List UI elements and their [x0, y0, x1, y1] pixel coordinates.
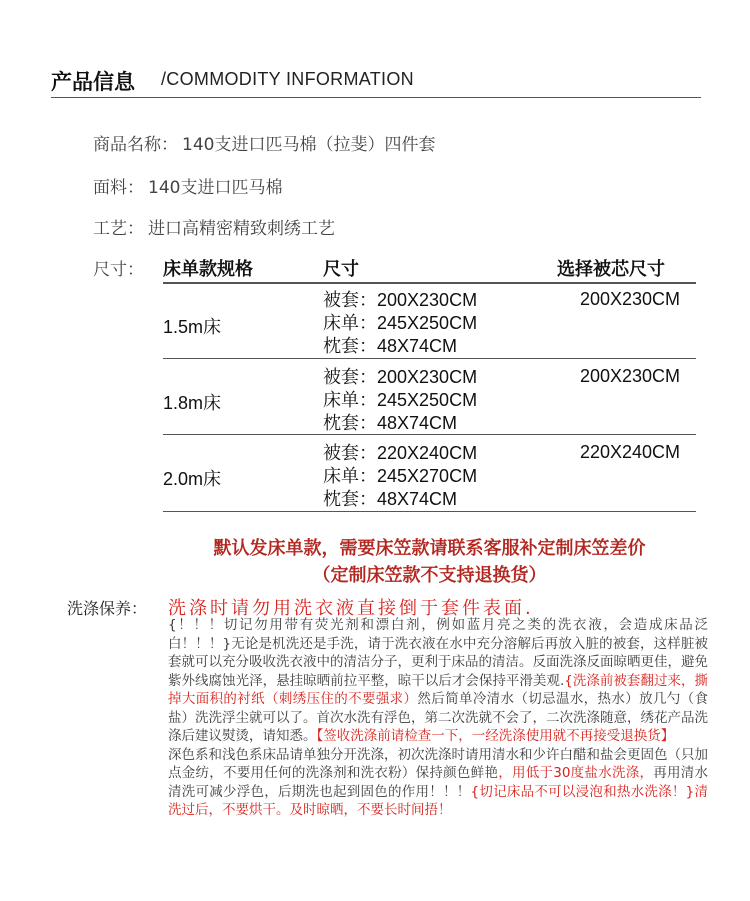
care-warning: ，用低于30度盐水洗涤，	[498, 765, 654, 781]
section-title-cn: 产品信息	[51, 70, 135, 94]
product-name-value: 140支进口匹马棉（拉斐）四件套	[182, 135, 436, 155]
fabric-label: 面料：	[93, 178, 144, 198]
item-size: 200X230CM	[377, 367, 478, 387]
fabric-value: 140支进口匹马棉	[148, 178, 283, 198]
table-header-dims: 尺寸	[323, 259, 359, 280]
notice-line-1: 默认发床单款，需要床笠款请联系客服补定制床笠差价	[213, 538, 646, 559]
section-header	[51, 66, 701, 98]
table-row-spec: 2.0m床	[163, 469, 222, 489]
care-warning: {洗涤前被套翻过来，撕掉大面积的衬纸（刺绣压住的不要强求）	[168, 672, 708, 707]
table-row-dims	[323, 366, 553, 435]
product-name-label: 商品名称：	[93, 135, 178, 155]
care-paragraph: {！！！切记勿用带有荧光剂和漂白剂，例如蓝月亮之类的洗衣液，会造成床品泛白！！！}无论是机洗还是手洗，请于洗衣液在水中充分溶解后再放入脏的被套，这样脏被套就可以充分吸收洗衣液中的清洁分子，更利于床品的清洁。反面洗涤反面晾晒更佳，避免紫外线腐蚀光泽，悬挂晾晒前拉平整，晾干以后才会保持平滑美观.	[168, 617, 708, 689]
care-paragraph: 再用清水清洗可减少浮色，后期洗也起到固色的作用！！！	[168, 765, 709, 800]
item-label: 枕套：	[323, 489, 377, 510]
craft-value: 进口高精密精致刺绣工艺	[148, 219, 335, 239]
section-title-en: /COMMODITY INFORMATION	[161, 69, 414, 89]
item-label: 床单：	[323, 313, 377, 334]
item-size: 245X250CM	[377, 313, 478, 333]
item-label: 枕套：	[323, 413, 377, 434]
care-paragraph: 然后简单冷清水（切忌温水，热水）放几勺（食盐）洗洗浮尘就可以了。首次水洗有浮色，第二次洗就不会了，二次洗涤随意，绣花产品洗涤后建议熨烫，请知悉。	[168, 691, 709, 744]
item-size: 245X250CM	[377, 390, 478, 410]
item-label: 被套：	[323, 290, 377, 311]
table-row-dims	[323, 289, 553, 358]
item-size: 220X240CM	[377, 443, 478, 463]
table-row-core: 200X230CM	[579, 366, 681, 386]
notice-text	[163, 535, 696, 589]
item-size: 48X74CM	[377, 336, 458, 356]
item-label: 被套：	[323, 443, 377, 464]
care-paragraph: 深色系和浅色系床品请单独分开洗涤，初次洗涤时请用清水和少许白醋和盐会更固色（只加点金纺，不要用任何的洗涤剂和洗衣粉）保持颜色鲜艳	[168, 746, 708, 781]
table-divider	[163, 282, 696, 284]
item-label: 床单：	[323, 466, 377, 487]
care-title: 洗涤时请勿用洗衣液直接倒于套件表面.	[168, 598, 534, 619]
item-size: 48X74CM	[377, 413, 458, 433]
item-size: 48X74CM	[377, 489, 458, 509]
table-row-dims	[323, 442, 553, 511]
item-label: 枕套：	[323, 336, 377, 357]
table-header-spec: 床单款规格	[163, 259, 253, 280]
notice-line-2: （定制床笠款不支持退换货）	[312, 565, 547, 586]
table-header-core: 选择被芯尺寸	[557, 259, 665, 280]
table-row-core: 200X230CM	[579, 289, 681, 309]
care-instructions	[168, 616, 708, 820]
craft-label: 工艺：	[93, 219, 144, 239]
product-name-row	[93, 130, 435, 155]
item-size: 245X270CM	[377, 466, 478, 486]
item-label: 被套：	[323, 367, 377, 388]
care-label: 洗涤保养：	[67, 599, 148, 618]
fabric-row	[93, 173, 282, 198]
size-label: 尺寸：	[93, 260, 144, 280]
item-size: 200X230CM	[377, 290, 478, 310]
table-row-spec: 1.8m床	[163, 393, 222, 413]
craft-row	[93, 214, 335, 239]
care-warning: 【签收洗涤前请检查一下，一经洗涤使用就不再接受退换货】	[316, 728, 675, 744]
care-warning: {切记床品不可以浸泡和热水洗涤！}清洗过后，不要烘干。及时晾晒，不要长时间捂！	[168, 783, 709, 818]
table-row-spec: 1.5m床	[163, 317, 222, 337]
item-label: 床单：	[323, 390, 377, 411]
header-divider	[51, 97, 701, 98]
table-row-core: 220X240CM	[579, 442, 681, 462]
table-divider	[163, 358, 696, 359]
table-divider	[163, 511, 696, 512]
